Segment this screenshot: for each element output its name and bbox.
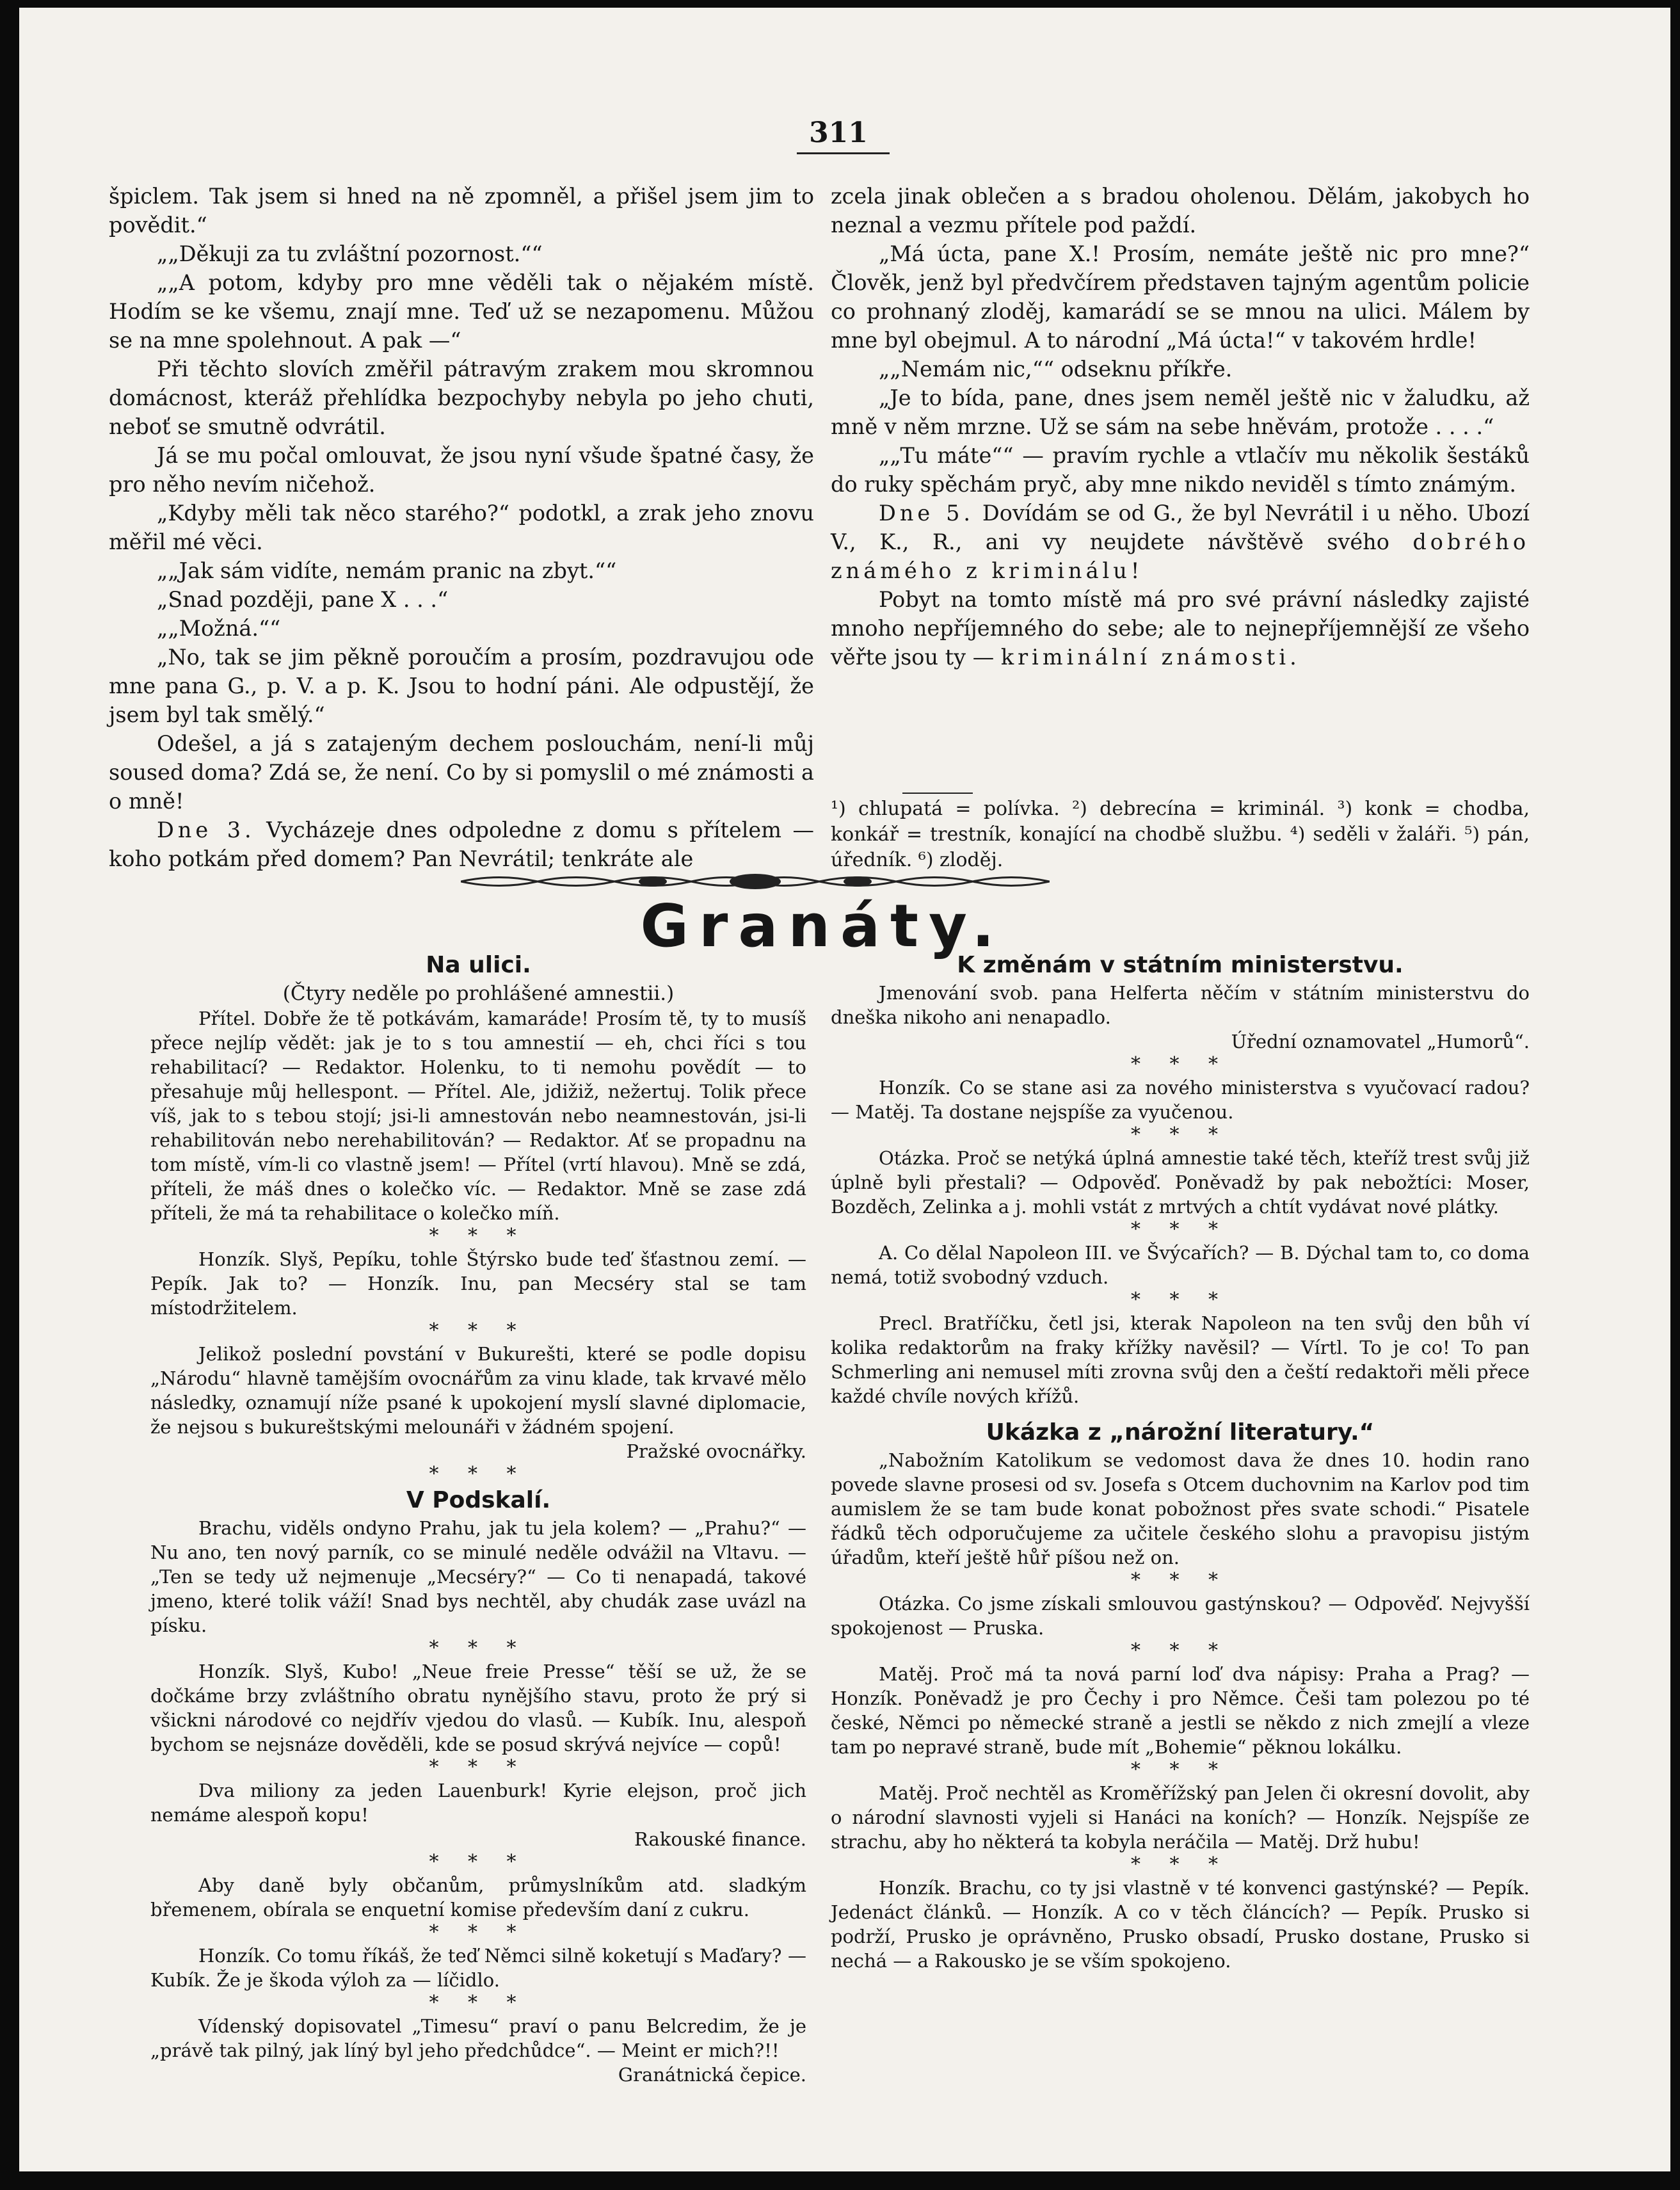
dialog-paragraph: Honzík. Co se stane asi za nového ministerstva s vyučovací radou? — Matěj. Ta dostane nejspíše za vyučenou. — [831, 1077, 1530, 1123]
footnote-rule — [902, 793, 973, 794]
article-title: Ukázka z „nárožní literatury.“ — [986, 1419, 1375, 1445]
dialog-paragraph: Otázka. Co jsme získali smlouvou gastýnskou? — Odpověď. Nejvyšší spokojenost — Pruska. — [831, 1593, 1530, 1639]
separator-stars: * * * — [1130, 1569, 1230, 1591]
dialog-paragraph: Otázka. Proč se netýká úplná amnestie také těch, kteříž trest svůj již úplně byli přestali? — Odpověď. Poněvadž by pak nebožtíci: Moser, Bozděch, Zelinka a j. mohli vstát z mrtvých a chtít vydávat nové plátky. — [831, 1147, 1530, 1218]
paragraph: „„Děkuji za tu zvláštní pozornost.““ — [157, 241, 543, 266]
paragraph: „No, tak se jim pěkně poroučím a prosím, pozdravujou ode mne pana G., p. V. a p. K. Jsou to hodní páni. Ale odpustějí, že jsem byl tak smělý.“ — [109, 645, 814, 727]
paragraph: „„Jak sám vidíte, nemám pranic na zbyt.““ — [157, 558, 617, 583]
signature: Úřední oznamovatel „Humorů“. — [1231, 1031, 1530, 1052]
ornament-divider — [461, 871, 1050, 892]
paragraph: Jmenování svob. pana Helferta něčím v státním ministerstvu do dneška nikoho ani nenapadlo. — [831, 982, 1530, 1028]
dialog-paragraph: Matěj. Proč má ta nová parní loď dva nápisy: Praha a Prag? — Honzík. Poněvadž je pro Čechy i pro Němce. Češi tam polezou po té české, Němci po německé straně a jestli se někdo z nich zmejlí a vleze tam po nepravé straně, bude mít „Bohemie“ pěknou lokálku. — [831, 1663, 1530, 1758]
paragraph — [831, 585, 1530, 672]
newspaper-page — [19, 8, 1670, 2171]
dialog-paragraph: A. Co dělal Napoleon III. ve Švýcařích? — B. Dýchal tam to, co doma nemá, totiž svobodný vzduch. — [831, 1242, 1530, 1288]
separator-stars: * * * — [1130, 1853, 1230, 1876]
paragraph: „„Tu máte““ — pravím rychle a vtlačív mu několik šestáků do ruky spěchám pryč, aby mne nikdo neviděl s tímto známým. — [831, 443, 1530, 497]
paragraph: „Je to bída, pane, dnes jsem neměl ještě nic v žaludku, až mně v něm mrzne. Už se sám na sebe hněvám, protože . . . .“ — [831, 385, 1530, 439]
paragraph — [831, 499, 1530, 585]
paragraph: „„Nemám nic,““ odseknu příkře. — [879, 357, 1233, 382]
signature: Pražské ovocnářky. — [626, 1440, 806, 1462]
separator-stars: * * * — [1130, 1639, 1230, 1662]
separator-stars: * * * — [429, 1921, 528, 1944]
separator-stars: * * * — [429, 1756, 528, 1778]
paragraph: „Má úcta, pane X.! Prosím, nemáte ještě nic pro mne?“ Člověk, jenž byl předvčírem představen tajným agentům policie co prohnaný zloděj, kamarádí se se mnou na ulici. Málem by mne byl obejmul. A to národní „Má úcta!“ v takovém hrdle! — [831, 241, 1530, 353]
paragraph: Dva miliony za jeden Lauenburk! Kyrie elejson, proč jich nemáme alespoň kopu! — [150, 1780, 806, 1826]
section-title: Granáty. — [640, 892, 1005, 960]
separator-stars: * * * — [429, 1319, 528, 1342]
paragraph: Vídenský dopisovatel „Timesu“ praví o panu Belcredim, že je „právě tak pilný, jak líný byl jeho předchůdce“. — Meint er mich?!! — [150, 2015, 806, 2061]
separator-stars: * * * — [1130, 1123, 1230, 1146]
separator-stars: * * * — [429, 1637, 528, 1659]
paragraph: Odešel, a já s zatajeným dechem poslouchám, není-li můj soused doma? Zdá se, že není. Co by si pomyslil o mé známosti a o mně! — [109, 731, 814, 814]
article-title: V Podskalí. — [406, 1487, 551, 1513]
paragraph: Já se mu počal omlouvat, že jsou nyní všude špatné časy, že pro něho nevím ničehož. — [109, 443, 814, 497]
footnotes: ¹) chlupatá = polívka. ²) debrecína = kriminál. ³) konk = chodba, konkář = trestník, konající na chodbě službu. ⁴) seděli v žaláři. ⁵) pán, úředník. ⁶) zloděj. — [831, 798, 1530, 871]
paragraph: špiclem. Tak jsem si hned na ně zpomněl, a přišel jsem jim to povědit.“ — [109, 184, 814, 238]
dialog-paragraph: Honzík. Co tomu říkáš, že teď Němci silně koketují s Maďary? — Kubík. Že je škoda výloh za — líčidlo. — [150, 1945, 806, 1991]
separator-stars: * * * — [1130, 1053, 1230, 1075]
spaced-text: kriminální známosti. — [1000, 645, 1300, 670]
separator-stars: * * * — [429, 1851, 528, 1873]
right-top-column — [831, 182, 1530, 672]
paragraph-text: Dovídám se od G., že byl Nevrátil i u něho. Ubozí V., K., R., ani vy neujdete návštěvě svého — [831, 501, 1530, 554]
page-number-rule — [797, 152, 890, 154]
signature: Granátnická čepice. — [618, 2064, 806, 2086]
diary-date: Dne 5. — [879, 501, 975, 526]
separator-stars: * * * — [1130, 1218, 1230, 1241]
paragraph: Při těchto slovích změřil pátravým zrakem mou skromnou domácnost, kteráž přehlídka bezpochyby nebyla po jeho chuti, neboť se smutně odvrátil. — [109, 357, 814, 439]
dialog-paragraph: Honzík. Brachu, co ty jsi vlastně v té konvenci gastýnské? — Pepík. Jedenáct článků. — Honzík. A co v těch článcích? — Pepík. Prusko si podrží, Prusko je oprávněno, Prusko obsadí, Prusko dostane, Prusko si nechá — a Rakousko je se vším spokojeno. — [831, 1877, 1530, 1972]
paragraph: „„A potom, kdyby pro mne věděli tak o nějakém místě. Hodím se ke všemu, znají mne. Teď už se nezapomenu. Můžou se na mne spolehnout. A pak —“ — [109, 270, 814, 353]
spacer — [831, 1408, 1530, 1417]
dialog-paragraph: Honzík. Slyš, Kubo! „Neue freie Presse“ těší se už, že se dočkáme brzy zvláštního obratu nynějšího stavu, proto že prý si všickni národové co nejdřív vjedou do vlasů. — Kubík. Inu, alespoň bychom se nejsnáze dověděli, kde se posud skrývá nejvíce — copů! — [150, 1661, 806, 1755]
separator-stars: * * * — [1130, 1759, 1230, 1781]
article-subtitle: (Čtyry neděle po prohlášené amnestii.) — [282, 982, 675, 1005]
granaty-left-column — [150, 950, 806, 2087]
spaced-text: dobrého známého z kriminálu! — [831, 529, 1530, 583]
granaty-right-column — [831, 950, 1530, 1973]
paragraph: Brachu, viděls ondyno Prahu, jak tu jela kolem? — „Prahu?“ — Nu ano, ten nový parník, co se minulé neděle odvážil na Vltavu. — „Ten se tedy už nejmenuje „Mecséry?“ — Co ti nenapadá, takové jmeno, které tolik váží! Snad bys nechtěl, aby chudák zase uvázl na písku. — [150, 1517, 806, 1636]
separator-stars: * * * — [1130, 1289, 1230, 1311]
separator-stars: * * * — [429, 1463, 528, 1485]
paragraph — [109, 816, 814, 873]
paragraph-text: Pobyt na tomto místě má pro své právní následky zajisté mnoho nepříjemného do sebe; ale to nejnepříjemnější ze všeho věřte jsou ty — — [831, 587, 1530, 670]
paragraph: zcela jinak oblečen a s bradou oholenou. Dělám, jakobych ho neznal a vezmu přítele pod paždí. — [831, 184, 1530, 238]
diary-date: Dne 3. — [157, 817, 255, 842]
article-title: K změnám v státním ministerstvu. — [957, 952, 1404, 978]
paragraph: „„Možná.““ — [157, 616, 281, 641]
paragraph-text: Vycházeje dnes odpoledne z domu s přítelem — koho potkám před domem? Pan Nevrátil; tenkráte ale — [109, 817, 814, 871]
page-number: 311 — [809, 117, 868, 149]
dialog-paragraph: Precl. Bratříčku, četl jsi, kterak Napoleon na ten svůj den bůh ví kolika redaktorům na fraky křížky navěsil? — Vírtl. To je co! To pan Schmerling ani nemusel míti zrovna svůj den a čeští redaktoři měli přece každé chvíle nových křížů. — [831, 1312, 1530, 1407]
dialog-paragraph: Matěj. Proč nechtěl as Kroměřížský pan Jelen či okresní dovolit, aby o národní slavnosti vyjeli si Hanáci na koních? — Honzík. Nejspíše ze strachu, aby ho některá ta kobyla neráčila — Matěj. Drž hubu! — [831, 1782, 1530, 1853]
separator-stars: * * * — [429, 1992, 528, 2014]
left-top-column — [109, 182, 814, 873]
paragraph: Aby daně byly občanům, průmyslníkům atd. sladkým břemenem, obírala se enquetní komise především daní z cukru. — [150, 1874, 806, 1920]
article-title: Na ulici. — [426, 952, 531, 978]
signature: Rakouské finance. — [634, 1828, 806, 1850]
paragraph: „Nabožním Katolikum se vedomost dava že dnes 10. hodin rano povede slavne prosesi od sv. Josefa s Otcem duchovnim na Karlov pod tim aumislem že se tam bude konat pobožnost přes svate schodi.“ Pisatele řádků těch odporučujeme za učitele českého slohu a pravopisu jistým úřadům, kteří ještě hůř píšou než on. — [831, 1449, 1530, 1568]
dialog-paragraph: Honzík. Slyš, Pepíku, tohle Štýrsko bude teď šťastnou zemí. — Pepík. Jak to? — Honzík. Inu, pan Mecséry stal se tam místodržitelem. — [150, 1248, 806, 1319]
paragraph: „Kdyby měli tak něco starého?“ podotkl, a zrak jeho znovu měřil mé věci. — [109, 501, 814, 554]
paragraph: Jelikož poslední povstání v Bukurešti, které se podle dopisu „Národu“ hlavně tamějším ovocnářům za vinu klade, tak krvavé mělo následky, oznamují níže psané k upokojení myslí slavné diplomacie, že nejsou s bukureštskými melounáři v žádném spojení. — [150, 1343, 806, 1438]
separator-stars: * * * — [429, 1225, 528, 1247]
paragraph: „Snad později, pane X . . .“ — [157, 587, 449, 612]
dialog-paragraph: Přítel. Dobře že tě potkávám, kamaráde! Prosím tě, ty to musíš přece nejlíp vědět: jak je to s tou amnestií — eh, chci říci s tou rehabilitací? — Redaktor. Holenku, to ti nemohu povědít — to přesahuje můj hellespont. — Přítel. Ale, jdižiž, nežertuj. Tolik přece víš, jak to s tebou stojí; jsi-li amnestován nebo neamnestován, jsi-li rehabilitován nebo nerehabilitován? — Redaktor. Ať se propadnu na tom místě, vím-li co vlastně jsem! — Přítel (vrtí hlavou). Mně se zdá, příteli, že máš dnes o kolečko víc. — Redaktor. Mně se zase zdá příteli, že má ta rehabilitace o kolečko míň. — [150, 1008, 806, 1224]
